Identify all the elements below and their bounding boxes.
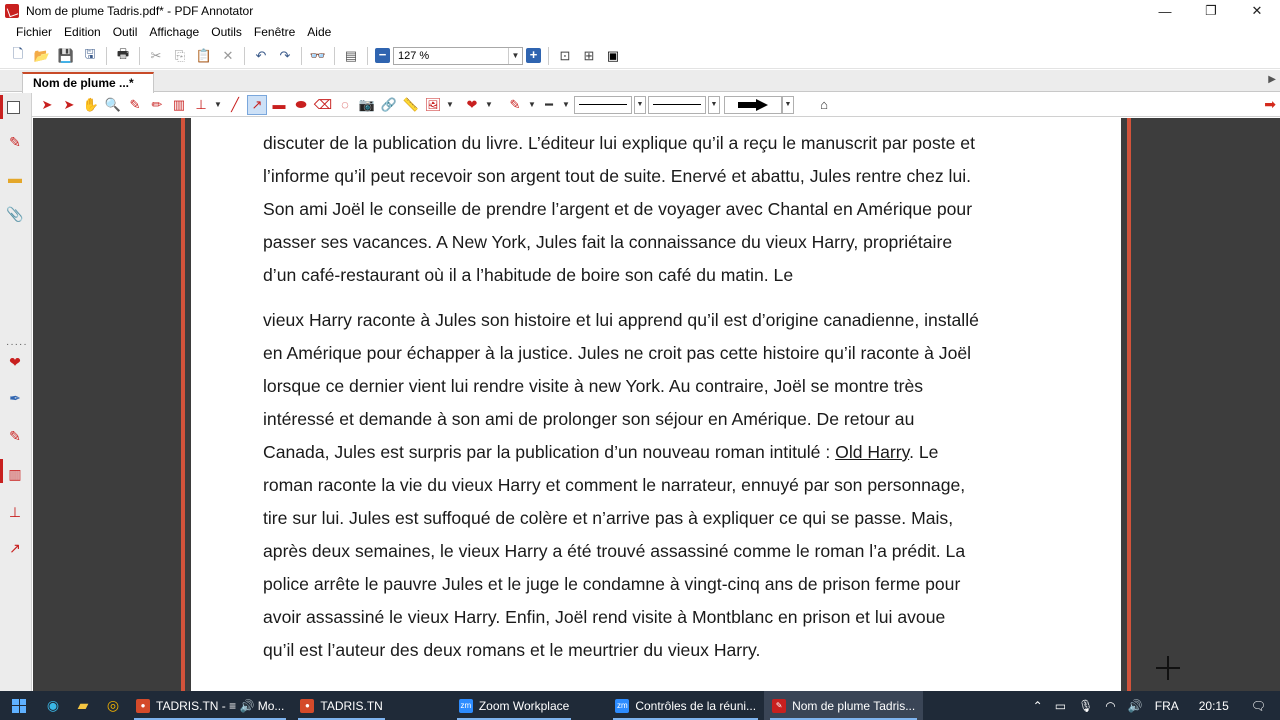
pdf-annotator-icon: ✎: [772, 699, 786, 713]
text-line: qu’il est l’auteur des deux romans et le meurtrier du vieux Harry.: [263, 640, 761, 660]
zoom-select[interactable]: [393, 47, 523, 65]
folder-icon[interactable]: ▬: [8, 170, 22, 186]
minimize-button[interactable]: —: [1158, 3, 1172, 19]
text-line: lorsque ce dernier vient lui rendre visite à new York. Au contraire, Joël se montre très: [263, 376, 924, 396]
browser-icon: ●: [300, 699, 314, 713]
text-segment: Canada, Jules est surpris par la publication d’un nouveau roman intitulé :: [263, 442, 836, 462]
menu-aide[interactable]: Aide: [307, 25, 332, 39]
text-line: passer ses vacances. A New York, Jules fait la connaissance du vieux Harry, propriétaire: [263, 232, 953, 252]
chevron-down-icon[interactable]: ▼: [528, 100, 536, 109]
text-line: vieux Harry raconte à Jules son histoire et lui apprend qu’il est d’origine canadienne, installé: [263, 310, 979, 330]
undo-icon[interactable]: ↶: [255, 47, 267, 63]
document-viewport[interactable]: [33, 118, 1280, 691]
menu-fenetre[interactable]: Fenêtre: [253, 25, 296, 39]
text-select-icon[interactable]: ➤: [63, 96, 75, 112]
print-icon[interactable]: 🖶: [116, 45, 130, 61]
find-binoculars-icon[interactable]: 👓: [309, 47, 327, 63]
toolbar-overflow-arrow-icon[interactable]: ➡: [1264, 96, 1276, 112]
open-folder-icon[interactable]: 📂: [33, 47, 51, 63]
fit-page-icon[interactable]: ⊡: [559, 47, 571, 63]
select-checkbox-icon[interactable]: [7, 101, 20, 114]
text-line: après deux semaines, le vieux Harry a été trouvé assassiné comme le roman l’a prédit. La: [263, 541, 966, 561]
toolbar-separator: [244, 47, 245, 65]
stamp-tool-icon[interactable]: ⊥: [195, 96, 207, 112]
zoom-out-button[interactable]: −: [375, 48, 390, 63]
zoom-value: 127 %: [398, 49, 430, 62]
copy-icon[interactable]: ⎘: [174, 47, 186, 63]
edge-browser-icon[interactable]: ◉: [46, 697, 60, 713]
text-line: police arrête le pauvre Jules et le juge le condamne à vingt-cinq ans de prison ferme pour: [263, 574, 961, 594]
favorites-heart-icon[interactable]: ❤: [466, 96, 478, 112]
text-line: en Amérique pour échapper à la justice. Jules ne croit pas cette histoire qu’il raconte à Joël: [263, 343, 972, 363]
line-width-icon[interactable]: ━: [545, 96, 553, 112]
rectangle-tool-icon[interactable]: ▬: [272, 97, 286, 112]
tab-scroll-right-icon[interactable]: ▶: [1268, 74, 1276, 85]
camera-icon[interactable]: 📷: [358, 96, 376, 112]
start-button[interactable]: [0, 691, 38, 720]
page-edge-left: [181, 118, 185, 691]
taskbar-item-zoom-controls[interactable]: [607, 691, 764, 720]
tab-document[interactable]: Nom de plume ...*: [22, 72, 154, 93]
close-button[interactable]: ✕: [1251, 3, 1263, 18]
microphone-icon[interactable]: 🎙: [1078, 698, 1094, 713]
color-pen-icon[interactable]: ✎: [509, 96, 521, 112]
new-document-icon[interactable]: 🗋: [12, 45, 24, 61]
text-line: discuter de la publication du livre. L’éditeur lui explique qu’il a reçu le manuscrit par poste et: [263, 133, 975, 153]
eraser-icon[interactable]: ⌫: [313, 96, 333, 112]
toolbar-separator: [367, 47, 368, 65]
marker-icon[interactable]: ✏: [151, 96, 163, 112]
text-line: d’un café-restaurant où il a l’habitude de boire son café du matin. Le: [263, 265, 794, 285]
windows-logo-icon: [12, 699, 26, 713]
task-label: Nom de plume Tadris...: [792, 698, 916, 713]
zoom-icon: zm: [615, 699, 629, 713]
text-line: l’informe qu’il peut recevoir son argent tout de suite. Enervé et abattu, Jules rentre chez lui.: [263, 166, 972, 186]
text-line: intéressé et demande à son ami de prolonger son séjour en Amérique. De retour au: [263, 409, 915, 429]
fullscreen-icon[interactable]: ▣: [606, 47, 620, 63]
clock[interactable]: 20:15: [1198, 698, 1229, 713]
sidebar-active-indicator: [0, 459, 3, 483]
chart-stamp-icon[interactable]: ▥: [8, 466, 22, 482]
lasso-icon[interactable]: ◌: [341, 97, 349, 112]
text-line: roman raconte la vie du vieux Harry et comment le narrateur, ennuyé par son personnage,: [263, 475, 966, 495]
taskbar-item-tadris[interactable]: [292, 691, 390, 720]
zoom-in-button[interactable]: +: [526, 48, 541, 63]
stamp-icon[interactable]: ⊥: [8, 504, 22, 520]
cut-icon[interactable]: ✂: [150, 47, 162, 63]
chevron-down-icon[interactable]: ▼: [485, 100, 493, 109]
chevron-down-icon[interactable]: ▼: [634, 96, 646, 114]
language-indicator[interactable]: FRA: [1154, 698, 1179, 713]
cursor-select-icon[interactable]: ➤: [41, 96, 53, 112]
chevron-down-icon[interactable]: ▼: [562, 100, 570, 109]
task-label: TADRIS.TN - ≡ 🔊 Mo...: [156, 698, 285, 713]
title-bar: [0, 0, 1280, 22]
save-all-icon[interactable]: 🖫: [84, 45, 96, 61]
pdf-page[interactable]: [191, 118, 1121, 691]
pdf-annotator-app-icon: [5, 4, 19, 18]
pen-tool-icon[interactable]: ✎: [9, 134, 21, 150]
browser-icon: ●: [136, 699, 150, 713]
save-icon[interactable]: 💾: [57, 47, 75, 63]
arrowhead-select[interactable]: [724, 96, 782, 114]
arrowhead-icon: [738, 99, 768, 111]
left-sidebar: [0, 93, 32, 691]
text-line: avoir assassiné le vieux Harry. Enfin, Joël rend visite à Montblanc en prison et lui avoue: [263, 607, 946, 627]
heart-icon[interactable]: ❤: [9, 354, 21, 370]
tray-expand-chevron-icon[interactable]: ⌃: [1032, 698, 1043, 713]
taskbar-item-tadris-media[interactable]: [128, 691, 292, 720]
sidebar-active-indicator: [0, 95, 3, 119]
delete-icon[interactable]: ✕: [222, 47, 234, 63]
restore-button[interactable]: ❐: [1205, 3, 1217, 18]
attachment-icon[interactable]: 📎: [6, 206, 24, 222]
highlighter-icon[interactable]: ✎: [9, 428, 21, 444]
text-line: tire sur lui. Jules est suffoqué de colère et n’arrive pas à expliquer ce qui se passe. Mais,: [263, 508, 954, 528]
image-insert-icon[interactable]: 🖼: [424, 96, 442, 112]
pen-blue-icon[interactable]: ✒: [9, 390, 21, 406]
windows-taskbar: [0, 691, 1280, 720]
document-tab-strip: [0, 70, 1280, 92]
page-layout-icon[interactable]: ▤: [344, 47, 358, 63]
arrow-tool-icon[interactable]: ↗: [247, 95, 267, 115]
toolbar-separator: [301, 47, 302, 65]
network-icon[interactable]: ◠: [1105, 698, 1116, 713]
line-tool-icon[interactable]: ╱: [231, 96, 239, 112]
menu-edition[interactable]: Edition: [64, 25, 101, 39]
task-label: Zoom Workplace: [478, 698, 570, 713]
chevron-down-icon[interactable]: ▼: [508, 48, 522, 64]
book-title-underlined: Old Harry: [835, 442, 910, 462]
hand-tool-icon[interactable]: ✋: [82, 96, 100, 112]
text-line-with-title: [263, 436, 1063, 469]
fit-width-icon[interactable]: ⊞: [583, 47, 595, 63]
line-sample: [653, 104, 701, 105]
line-style-select[interactable]: [574, 96, 632, 114]
taskbar-item-pdf-annotator[interactable]: [764, 691, 923, 720]
annotation-toolbar: [32, 93, 1280, 117]
text-line: Son ami Joël le conseille de prendre l’argent et de voyager avec Chantal en Amérique pour: [263, 199, 973, 219]
chevron-down-icon[interactable]: ▼: [214, 100, 222, 109]
ruler-icon[interactable]: 📏: [402, 96, 420, 112]
task-label: Contrôles de la réuni...: [635, 698, 757, 713]
clear-format-icon[interactable]: ⌂: [820, 97, 828, 112]
task-label: TADRIS.TN: [320, 698, 383, 713]
page-edge-right: [1127, 118, 1131, 691]
main-toolbar: [0, 43, 1280, 69]
zoom-icon: zm: [459, 699, 473, 713]
line-sample: [579, 104, 627, 105]
text-box-icon[interactable]: ▥: [172, 96, 186, 112]
redo-icon[interactable]: ↷: [279, 47, 291, 63]
line-dash-select[interactable]: [648, 96, 706, 114]
toolbar-separator: [106, 47, 107, 65]
window-title: Nom de plume Tadris.pdf* - PDF Annotator: [26, 4, 254, 18]
crosshair-cursor-icon: [1156, 656, 1180, 680]
menu-outil[interactable]: Outil: [112, 25, 138, 39]
file-explorer-icon[interactable]: ▰: [77, 697, 89, 713]
system-tray: [1027, 691, 1280, 720]
menu-affichage[interactable]: Affichage: [149, 25, 200, 39]
menu-outils[interactable]: Outils: [211, 25, 242, 39]
link-icon[interactable]: 🔗: [380, 96, 398, 112]
paragraph-1: [263, 127, 1063, 292]
pen-icon[interactable]: ✎: [129, 96, 141, 112]
toolbar-separator: [548, 47, 549, 65]
notifications-icon[interactable]: 🗨: [1250, 698, 1266, 713]
toolbar-separator: [139, 47, 140, 65]
menu-fichier[interactable]: Fichier: [16, 25, 53, 39]
sidebar-divider: ·····: [6, 339, 28, 350]
menu-bar: [0, 22, 1280, 42]
paragraph-2: [263, 304, 1063, 667]
ellipse-tool-icon[interactable]: ⬬: [295, 96, 307, 112]
window-controls: [1142, 0, 1280, 22]
volume-icon[interactable]: 🔊: [1127, 698, 1143, 713]
zoom-tool-icon[interactable]: 🔍: [104, 96, 122, 112]
text-segment: . Le: [909, 442, 939, 462]
toolbar-separator: [334, 47, 335, 65]
chevron-down-icon[interactable]: ▼: [708, 96, 720, 114]
chevron-down-icon[interactable]: ▼: [446, 100, 454, 109]
arrow-tool-icon[interactable]: ↗: [9, 540, 21, 556]
paste-icon[interactable]: 📋: [195, 47, 213, 63]
chrome-icon[interactable]: ◎: [106, 697, 120, 713]
chevron-down-icon[interactable]: ▼: [782, 96, 794, 114]
tray-device-icon[interactable]: ▭: [1054, 698, 1067, 713]
taskbar-item-zoom[interactable]: [451, 691, 577, 720]
